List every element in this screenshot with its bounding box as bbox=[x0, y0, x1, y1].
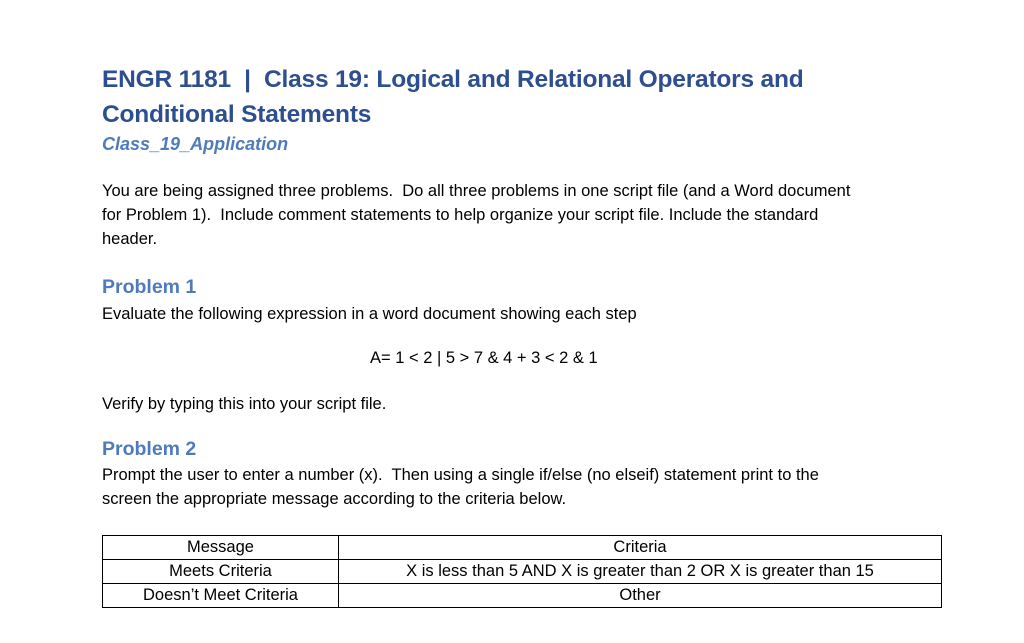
problem-2-line-1: Prompt the user to enter a number (x). Then using a single if/else (no elseif) statement print to the bbox=[102, 466, 819, 484]
problem-1-verify: Verify by typing this into your script file. bbox=[102, 395, 387, 413]
table-row bbox=[103, 560, 942, 584]
subtitle: Class_19_Application bbox=[102, 134, 289, 154]
problem-1-text: Evaluate the following expression in a word document showing each step bbox=[102, 305, 637, 323]
table-header-criteria: Criteria bbox=[339, 536, 942, 560]
intro-line-2: for Problem 1). Include comment statements to help organize your script file. Include the standard bbox=[102, 206, 819, 224]
table-cell: Other bbox=[339, 584, 942, 608]
problem-2-line-2: screen the appropriate message according to the criteria below. bbox=[102, 490, 567, 508]
title-line-1: ENGR 1181 | Class 19: Logical and Relational Operators and bbox=[102, 66, 804, 93]
title-line-2: Conditional Statements bbox=[102, 101, 372, 128]
problem-1-heading: Problem 1 bbox=[102, 276, 197, 298]
table-row bbox=[103, 584, 942, 608]
table-header-message: Message bbox=[103, 536, 339, 560]
table-header-row bbox=[103, 536, 942, 560]
intro-line-1: You are being assigned three problems. Do all three problems in one script file (and a Word document bbox=[102, 182, 851, 200]
table-cell: Doesn’t Meet Criteria bbox=[103, 584, 339, 608]
intro-line-3: header. bbox=[102, 230, 158, 248]
document-page bbox=[102, 62, 942, 604]
intro-paragraph bbox=[102, 179, 912, 251]
problem-2-text bbox=[102, 463, 912, 511]
problem-2-heading: Problem 2 bbox=[102, 438, 197, 460]
title bbox=[102, 62, 942, 156]
table-cell: Meets Criteria bbox=[103, 560, 339, 584]
problem-1-expression: A= 1 < 2 | 5 > 7 & 4 + 3 < 2 & 1 bbox=[370, 349, 598, 367]
table-cell: X is less than 5 AND X is greater than 2 OR X is greater than 15 bbox=[339, 560, 942, 584]
criteria-table bbox=[102, 535, 942, 608]
